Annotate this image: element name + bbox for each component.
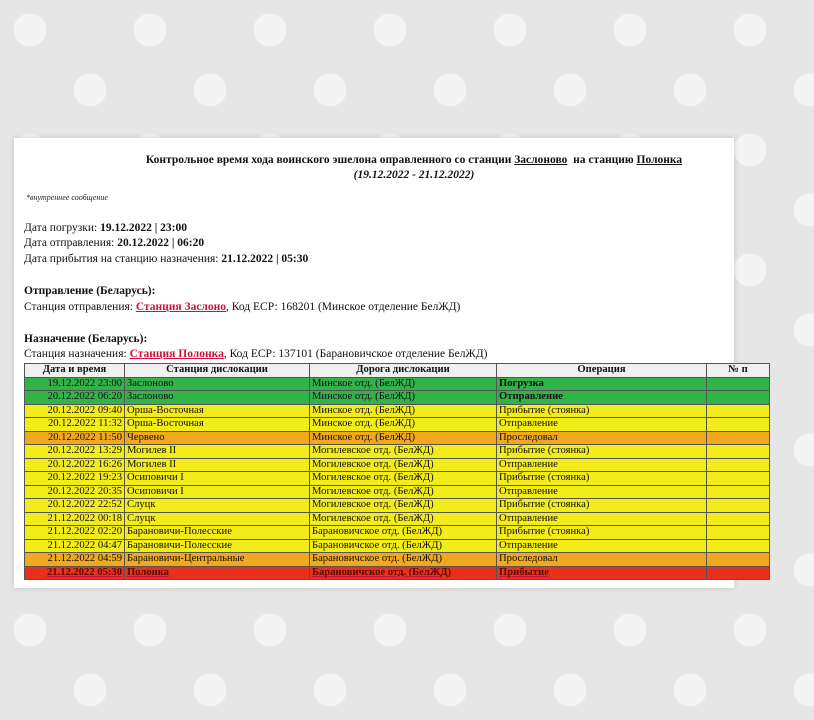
cell-road: Барановичское отд. (БелЖД) xyxy=(310,566,497,580)
cell-road: Могилевское отд. (БелЖД) xyxy=(310,499,497,513)
cell-road: Могилевское отд. (БелЖД) xyxy=(310,512,497,526)
cell-operation: Отправление xyxy=(497,391,707,405)
cell-station: Полонка xyxy=(125,566,310,580)
cell-number xyxy=(707,499,770,513)
cell-number xyxy=(707,404,770,418)
cell-datetime: 21.12.2022 04:47 xyxy=(25,539,125,553)
schedule-table xyxy=(24,363,770,580)
header-operation: Операция xyxy=(497,364,707,378)
cell-station: Орша-Восточная xyxy=(125,404,310,418)
table-row xyxy=(25,445,770,459)
arrival-date: Дата прибытия на станцию назначения: 21.12.2022 | 05:30 xyxy=(24,253,309,265)
document-period: (19.12.2022 - 21.12.2022) xyxy=(353,169,475,181)
cell-number xyxy=(707,391,770,405)
cell-road: Могилевское отд. (БелЖД) xyxy=(310,458,497,472)
table-header-row xyxy=(25,364,770,378)
cell-operation: Отправление xyxy=(497,512,707,526)
table-row xyxy=(25,458,770,472)
cell-road: Барановичское отд. (БелЖД) xyxy=(310,539,497,553)
cell-datetime: 21.12.2022 04:59 xyxy=(25,553,125,567)
cell-datetime: 19.12.2022 23:00 xyxy=(25,377,125,391)
cell-number xyxy=(707,553,770,567)
cell-number xyxy=(707,485,770,499)
table-row xyxy=(25,499,770,513)
cell-operation: Проследовал xyxy=(497,431,707,445)
cell-road: Барановичское отд. (БелЖД) xyxy=(310,553,497,567)
table-row xyxy=(25,539,770,553)
cell-number xyxy=(707,472,770,486)
departure-heading: Отправление (Беларусь): xyxy=(24,285,156,297)
origin-station-link: Заслоново xyxy=(514,154,568,166)
cell-road: Минское отд. (БелЖД) xyxy=(310,377,497,391)
cell-road: Минское отд. (БелЖД) xyxy=(310,431,497,445)
cell-operation: Отправление xyxy=(497,485,707,499)
cell-station: Осиповичи I xyxy=(125,485,310,499)
cell-station: Барановичи-Полесские xyxy=(125,539,310,553)
cell-number xyxy=(707,566,770,580)
table-row xyxy=(25,418,770,432)
document-page xyxy=(14,138,748,588)
header-number: № п xyxy=(707,364,770,378)
cell-road: Минское отд. (БелЖД) xyxy=(310,404,497,418)
table-row xyxy=(25,512,770,526)
cell-datetime: 21.12.2022 00:18 xyxy=(25,512,125,526)
cell-station: Заслоново xyxy=(125,391,310,405)
table-row xyxy=(25,485,770,499)
table-row xyxy=(25,431,770,445)
destination-station-link: Полонка xyxy=(636,154,683,166)
cell-operation: Прибытие xyxy=(497,566,707,580)
departure-date: Дата отправления: 20.12.2022 | 06:20 xyxy=(24,237,205,249)
table-row xyxy=(25,553,770,567)
cell-number xyxy=(707,431,770,445)
cell-datetime: 20.12.2022 13:29 xyxy=(25,445,125,459)
cell-station: Слуцк xyxy=(125,499,310,513)
header-datetime: Дата и время xyxy=(25,364,125,378)
header-road: Дорога дислокации xyxy=(310,364,497,378)
departure-station: Станция отправления: Станция Заслоно, Код ЕСР: 168201 (Минское отделение БелЖД) xyxy=(24,301,461,313)
header-station: Станция дислокации xyxy=(125,364,310,378)
cell-operation: Прибытие (стоянка) xyxy=(497,404,707,418)
cell-road: Могилевское отд. (БелЖД) xyxy=(310,485,497,499)
cell-road: Могилевское отд. (БелЖД) xyxy=(310,445,497,459)
cell-operation: Прибытие (стоянка) xyxy=(497,445,707,459)
cell-station: Барановичи-Полесские xyxy=(125,526,310,540)
table-row xyxy=(25,404,770,418)
cell-number xyxy=(707,377,770,391)
cell-number xyxy=(707,445,770,459)
cell-operation: Прибытие (стоянка) xyxy=(497,499,707,513)
cell-datetime: 21.12.2022 02:20 xyxy=(25,526,125,540)
document-title: Контрольное время хода воинского эшелона оправленного со станции Заслоново на станцию Полонка xyxy=(145,154,683,166)
table-row xyxy=(25,526,770,540)
cell-operation: Отправление xyxy=(497,418,707,432)
cell-station: Могилев II xyxy=(125,445,310,459)
loading-date: Дата погрузки: 19.12.2022 | 23:00 xyxy=(24,222,187,234)
cell-number xyxy=(707,458,770,472)
cell-datetime: 20.12.2022 09:40 xyxy=(25,404,125,418)
cell-road: Могилевское отд. (БелЖД) xyxy=(310,472,497,486)
cell-operation: Погрузка xyxy=(497,377,707,391)
cell-station: Слуцк xyxy=(125,512,310,526)
cell-datetime: 20.12.2022 11:32 xyxy=(25,418,125,432)
destination-heading: Назначение (Беларусь): xyxy=(24,333,148,345)
cell-operation: Прибытие (стоянка) xyxy=(497,526,707,540)
cell-number xyxy=(707,418,770,432)
cell-operation: Прибытие (стоянка) xyxy=(497,472,707,486)
table-row xyxy=(25,377,770,391)
cell-number xyxy=(707,539,770,553)
cell-datetime: 20.12.2022 22:52 xyxy=(25,499,125,513)
note: *внутреннее сообщение xyxy=(26,193,108,202)
cell-operation: Отправление xyxy=(497,458,707,472)
cell-operation: Отправление xyxy=(497,539,707,553)
cell-station: Заслоново xyxy=(125,377,310,391)
destination-station: Станция назначения: Станция Полонка, Код ЕСР: 137101 (Барановичское отделение БелЖД) xyxy=(24,348,488,360)
table-row xyxy=(25,566,770,580)
cell-operation: Проследовал xyxy=(497,553,707,567)
cell-station: Червено xyxy=(125,431,310,445)
cell-datetime: 21.12.2022 05:30 xyxy=(25,566,125,580)
cell-station: Осиповичи I xyxy=(125,472,310,486)
cell-road: Минское отд. (БелЖД) xyxy=(310,418,497,432)
cell-station: Могилев II xyxy=(125,458,310,472)
cell-number xyxy=(707,526,770,540)
cell-datetime: 20.12.2022 11:50 xyxy=(25,431,125,445)
cell-road: Минское отд. (БелЖД) xyxy=(310,391,497,405)
cell-station: Барановичи-Центральные xyxy=(125,553,310,567)
cell-road: Барановичское отд. (БелЖД) xyxy=(310,526,497,540)
cell-datetime: 20.12.2022 16:26 xyxy=(25,458,125,472)
cell-number xyxy=(707,512,770,526)
table-row xyxy=(25,391,770,405)
cell-station: Орша-Восточная xyxy=(125,418,310,432)
cell-datetime: 20.12.2022 19:23 xyxy=(25,472,125,486)
table-row xyxy=(25,472,770,486)
cell-datetime: 20.12.2022 06:20 xyxy=(25,391,125,405)
cell-datetime: 20.12.2022 20:35 xyxy=(25,485,125,499)
